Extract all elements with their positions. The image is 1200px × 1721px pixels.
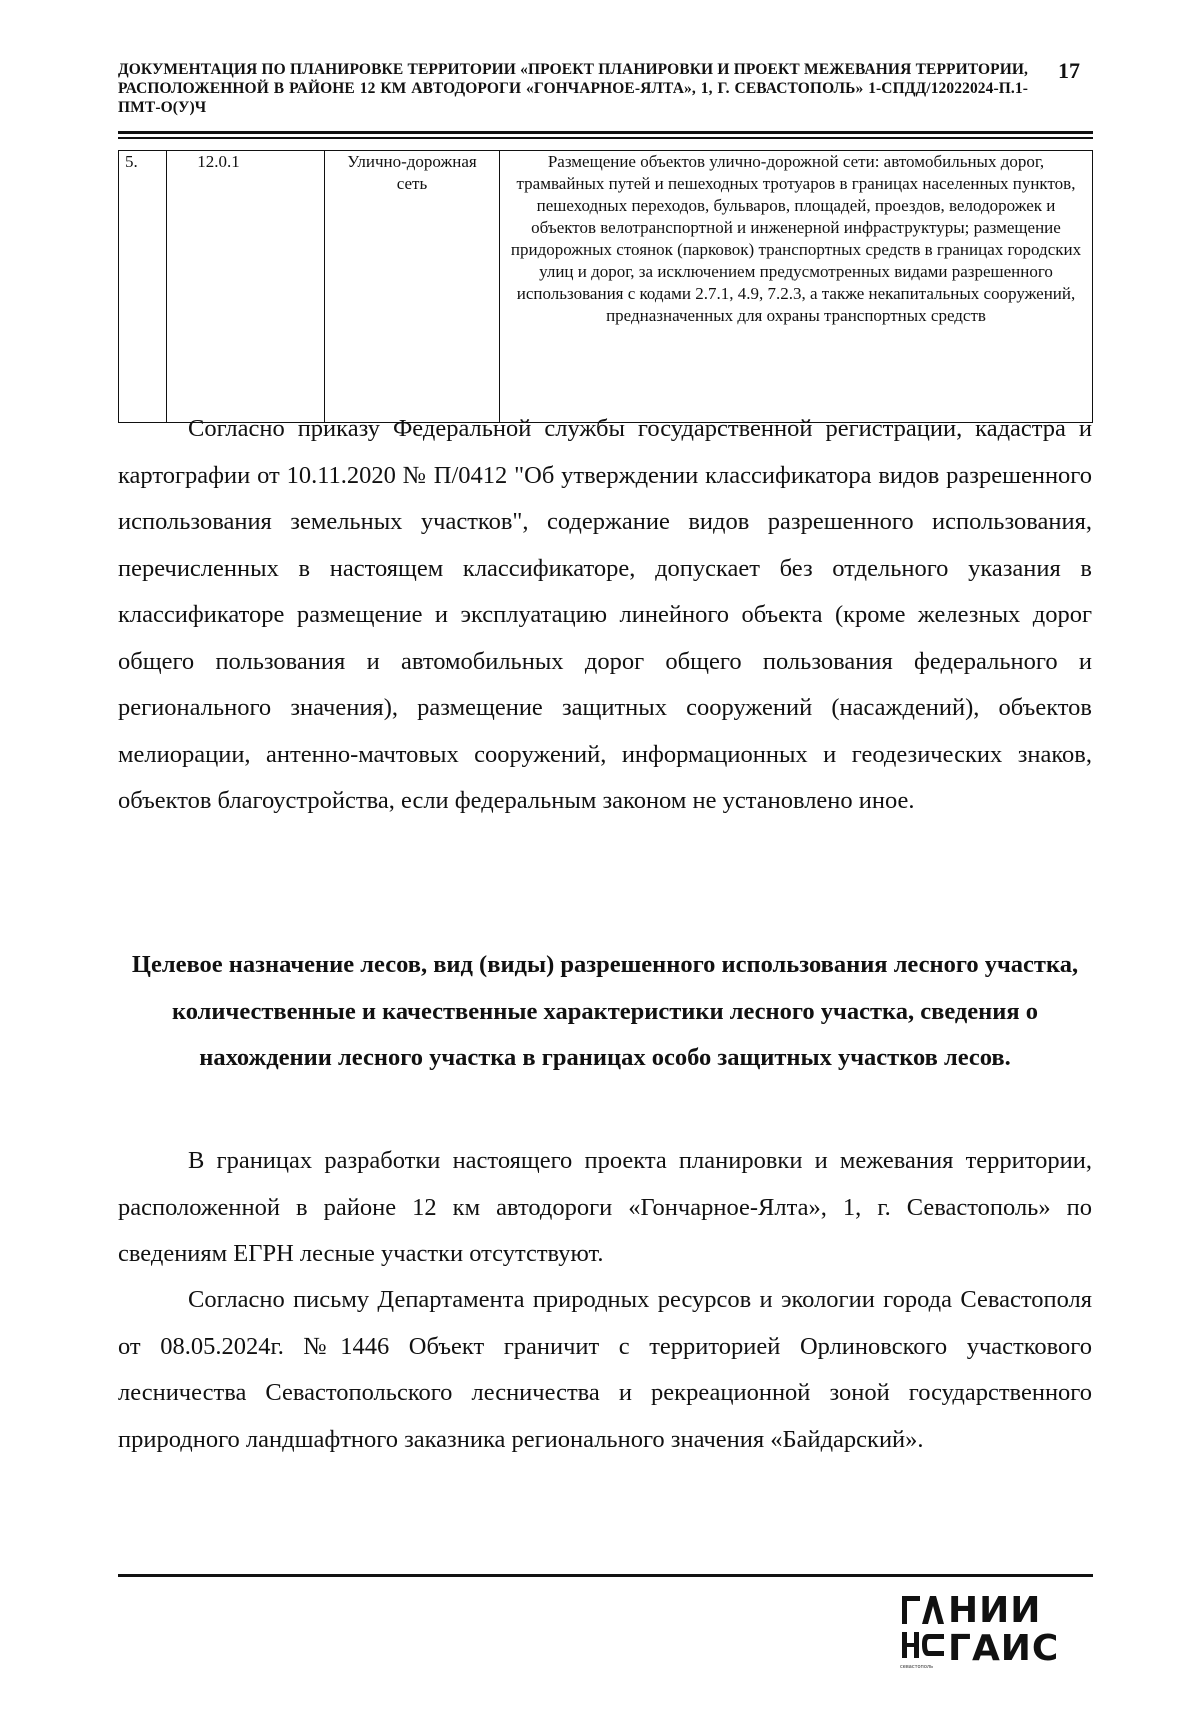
logo-line-1: НИИ (948, 1590, 1042, 1631)
row-description: Размещение объектов улично-дорожной сети: автомобильных дорог, трамвайных путей и пешеходных тротуаров в границах населенных пунктов, пешеходных переходов, бульваров, площадей, проездов, велодорожек и объектов велотранспортной и инженерной инфраструктуры; размещение придорожных стоянок (парковок) транспортных средств в границах городских улиц и дорог, за исключением предусмотренных видами разрешенного использования с кодами 2.7.1, 4.9, 7.2.3, а также некапитальных сооружений, предназначенных для охраны транспортных средств (500, 151, 1093, 423)
logo-caption: севастополь (900, 1664, 934, 1670)
paragraph-forest-absent: В границах разработки настоящего проекта планировки и межевания территории, расположенной в районе 12 км автодороги «Гончарное-Ялта», 1, г. Севастополь» по сведениям ЕГРН лесные участки отсутствуют. (118, 1147, 1092, 1267)
row-code: 12.0.1 (167, 151, 325, 423)
header-rule-thick (118, 131, 1093, 134)
paragraph-department-letter: Согласно письму Департамента природных ресурсов и экологии города Севастополя от 08.05.2024г. №1446 Объект граничит с территорией Орлиновского участкового лесничества Севастопольского лесничества и рекреационной зоной государственного природного ландшафтного заказника регионального значения «Байдарский». (118, 1286, 1092, 1453)
footer-rule (118, 1574, 1093, 1577)
paragraph-classifier: Согласно приказу Федеральной службы государственной регистрации, кадастра и картографии от 10.11.2020 № П/0412 "Об утверждении классификатора видов разрешенного использования земельных участков", содержание видов разрешенного использования, перечисленных в настоящем классификаторе, допускает без отдельного указания в классификаторе размещение и эксплуатацию линейного объекта (кроме железных дорог общего пользования и автомобильных дорог общего пользования федерального и регионального значения), размещение защитных сооружений (насаждений), объектов мелиорации, антенно-мачтовых сооружений, информационных и геодезических знаков, объектов благоустройства, если федеральным законом не установлено иное. (118, 415, 1092, 814)
header-rule-thin (118, 137, 1093, 139)
document-header (118, 60, 1028, 117)
page-number: 17 (1058, 58, 1080, 83)
logo-line-2: ГАИС (948, 1628, 1060, 1669)
land-use-table (118, 150, 1093, 423)
row-number: 5. (119, 151, 167, 423)
gais-monogram-icon (900, 1592, 944, 1672)
nii-gais-logo (900, 1592, 1080, 1672)
table-row (119, 151, 1093, 423)
section-heading: Целевое назначение лесов, вид (виды) разрешенного использования лесного участка, количественные и качественные характеристики лесного участка, сведения о нахождении лесного участка в границах особо защитных участков лесов. (131, 951, 1079, 1071)
row-name: Улично-дорожная сеть (325, 151, 500, 423)
header-title: ДОКУМЕНТАЦИЯ ПО ПЛАНИРОВКЕ ТЕРРИТОРИИ «ПРОЕКТ ПЛАНИРОВКИ И ПРОЕКТ МЕЖЕВАНИЯ ТЕРРИТОРИИ, РАСПОЛОЖЕННОЙ В РАЙОНЕ 12 КМ АВТОДОРОГИ «ГОНЧАРНОЕ-ЯЛТА», 1, Г. СЕВАСТОПОЛЬ» 1-СПДД/12022024-П.1-ПМТ-О(У)Ч (118, 61, 1028, 116)
logo-wordmark (948, 1592, 1088, 1668)
